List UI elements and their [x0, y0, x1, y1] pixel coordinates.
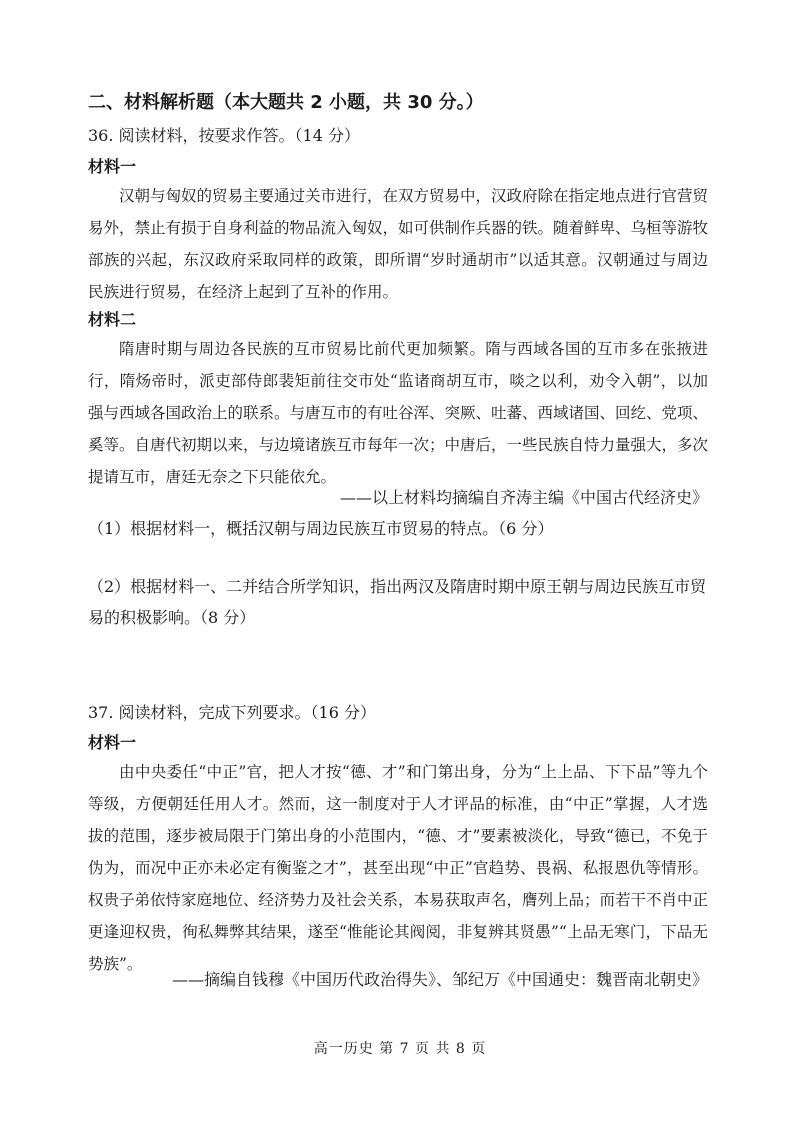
q36-subquestion-2-line-2: 易的积极影响。（8 分）: [88, 608, 256, 627]
page-footer: 高一历史 第 7 页 共 8 页: [313, 1041, 487, 1057]
q36-material-1-text: 汉朝与匈奴的贸易主要通过关市进行，在双方贸易中，汉政府除在指定地点进行官营贸易外，禁止有损于自身利益的物品流入匈奴，如可供制作兵器的铁。随着鲜卑、乌桓等游牧部族的兴起，东汉政府采取同样的政策，即所谓“岁时通胡市”以适其意。汉朝通过与周边民族进行贸易，在经济上起到了互补的作用。: [88, 187, 709, 301]
q36-source: ——以上材料均摘编自齐涛主编《中国古代经济史》: [339, 488, 708, 507]
section-title: 二、材料解析题（本大题共 2 小题，共 30 分。）: [88, 92, 484, 113]
q36-material-1-label: 材料一: [88, 157, 137, 176]
q36-subquestion-1: （1）根据材料一，概括汉朝与周边民族互市贸易的特点。（6 分）: [88, 519, 554, 538]
q37-material-1-label: 材料一: [88, 733, 137, 752]
q37-material-1-text: 由中央委任“中正”官，把人才按“德、才”和门第出身，分为“上上品、下下品”等九个等级，方便朝廷任用人才。然而，这一制度对于人才评品的标准，由“中正”掌握，人才选拔的范围，逐步被局限于门第出身的小范围内，“德、才”要素被淡化，导致“德已，不免于伪为，而况中正亦未必定有衡鉴之才”，甚至出现“中正”官趋势、畏祸、私报恩仇等情形。权贵子弟依恃家庭地位、经济势力及社会关系，本易获取声名，膺列上品；而若干不肖中正更逢迎权贵，徇私舞弊其结果，遂至“惟能论其阀阅，非复辨其贤愚”“上品无寒门，下品无势族”。: [88, 763, 709, 973]
q36-subquestion-2-line-1: （2）根据材料一、二并结合所学知识，指出两汉及隋唐时期中原王朝与周边民族互市贸: [88, 577, 707, 596]
question-37-prompt: 37. 阅读材料，完成下列要求。（16 分）: [88, 703, 376, 722]
q37-source: ——摘编自钱穆《中国历代政治得失》、邹纪万《中国通史：魏晋南北朝史》: [171, 970, 708, 989]
q36-material-2-text: 隋唐时期与周边各民族的互市贸易比前代更加频繁。隋与西域各国的互市多在张掖进行，隋炀帝时，派吏部侍郎裴矩前往交市处“监诸商胡互市，啖之以利，劝令入朝”，以加强与西域各国政治上的联系。与唐互市的有吐谷浑、突厥、吐蕃、西域诸国、回纥、党项、奚等。自唐代初期以来，与边境诸族互市每年一次；中唐后，一些民族自恃力量强大，多次提请互市，唐廷无奈之下只能依允。: [88, 340, 709, 486]
question-36-prompt: 36. 阅读材料，按要求作答。（14 分）: [88, 126, 360, 145]
q36-material-2-label: 材料二: [88, 310, 137, 329]
